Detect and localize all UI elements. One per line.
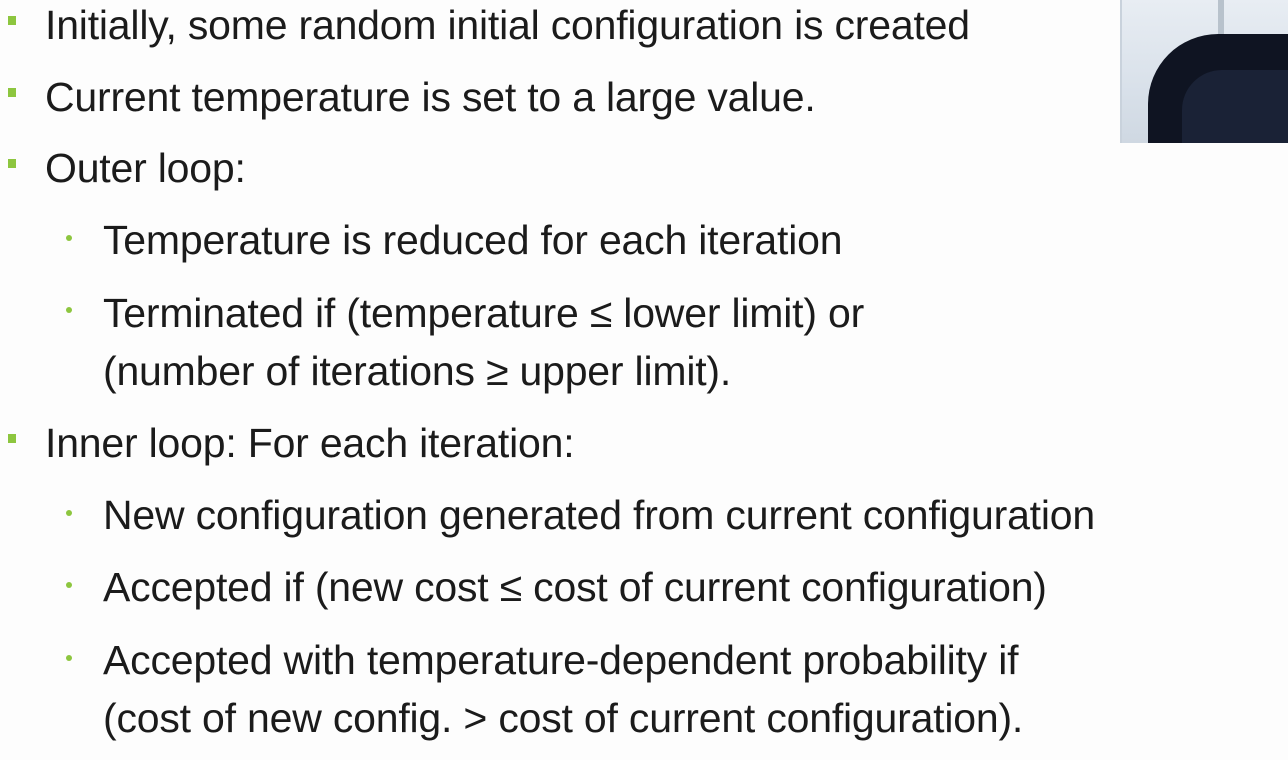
- sub-bullet-continuation: (number of iterations ≥ upper limit).: [103, 348, 732, 394]
- sub-bullet-text: Accepted with temperature-dependent probability if: [103, 637, 1019, 683]
- bullet-dot-icon: [66, 582, 72, 588]
- presenter-shoulder: [1182, 70, 1288, 143]
- sub-bullet-text: Accepted if (new cost ≤ cost of current configuration): [103, 564, 1047, 610]
- sub-bullet-text: Temperature is reduced for each iteration: [103, 217, 843, 263]
- bullet-text: Outer loop:: [45, 145, 246, 191]
- webcam-video: [1120, 0, 1288, 143]
- bullet-square-icon: [8, 88, 16, 97]
- bullet-text: Inner loop: For each iteration:: [45, 420, 575, 466]
- bullet-dot-icon: [66, 235, 72, 241]
- bullet-dot-icon: [66, 655, 72, 661]
- sub-bullet-text: New configuration generated from current configuration: [103, 492, 1095, 538]
- bullet-square-icon: [8, 434, 16, 443]
- sub-bullet-text: Terminated if (temperature ≤ lower limit) or: [103, 290, 865, 336]
- bullet-text: Current temperature is set to a large value.: [45, 74, 816, 120]
- bullet-text: Initially, some random initial configuration is created: [45, 2, 970, 48]
- bullet-dot-icon: [66, 510, 72, 516]
- sub-bullet-continuation: (cost of new config. > cost of current configuration).: [103, 695, 1024, 741]
- bullet-square-icon: [8, 16, 16, 25]
- bullet-square-icon: [8, 159, 16, 168]
- bullet-dot-icon: [66, 307, 72, 313]
